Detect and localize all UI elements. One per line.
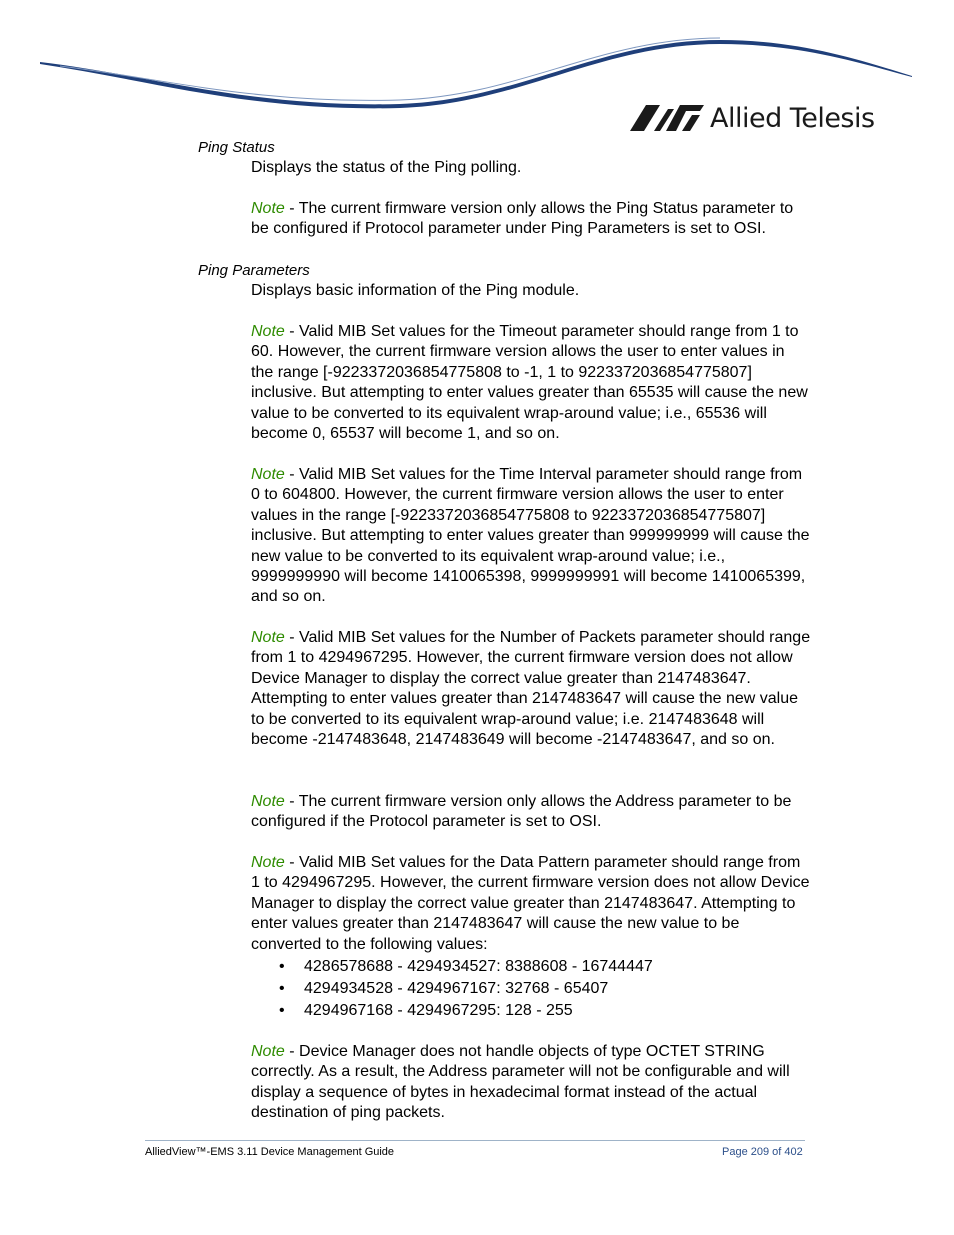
list-item-text: 4286578688 - 4294934527: 8388608 - 16744447 <box>304 958 653 975</box>
bullet-icon: • <box>279 1002 285 1019</box>
note-text: - Valid MIB Set values for the Number of Packets parameter should range from 1 to 4294967295. However, the current firmware version does not allow Device Manager to display the correct value greater than 2147483647. Attempting to enter values greater than 2147483647 will cause the new value to be converted to its equivalent wrap-around value; i.e. 2147483648 will become -2147483648, 2147483649 will become -2147483647, and so on. <box>251 629 811 749</box>
ping-status-note <box>251 199 811 240</box>
note-label: Note <box>251 323 285 340</box>
brand-logo <box>630 100 875 136</box>
note-text: - Valid MIB Set values for the Time Interval parameter should range from 0 to 604800. However, the current firmware version allows the user to enter values in the range [-9223372036854775808 to 9223372036854775807] inclusive. But attempting to enter values greater than 999999999 will cause the new value to be converted to its equivalent wrap-around value; i.e., 9999999990 will become 1410065398, 9999999991 will become 1410065399, and so on. <box>251 466 810 606</box>
list-item <box>251 978 811 1000</box>
bullet-icon: • <box>279 958 285 975</box>
note-octet-string <box>251 1042 811 1124</box>
list-item <box>251 956 811 978</box>
note-text: - The current firmware version only allows the Address parameter to be configured if the Protocol parameter is set to OSI. <box>251 793 792 831</box>
allied-telesis-mark-icon <box>630 105 704 131</box>
list-item <box>251 1000 811 1022</box>
footer-divider <box>145 1140 805 1141</box>
ping-status-description: Displays the status of the Ping polling. <box>251 159 522 176</box>
brand-name: Allied Telesis <box>710 102 875 134</box>
list-item-text: 4294967168 - 4294967295: 128 - 255 <box>304 1002 573 1019</box>
note-number-of-packets <box>251 628 811 750</box>
note-label: Note <box>251 854 285 871</box>
note-data-pattern <box>251 853 811 955</box>
note-timeout <box>251 322 811 444</box>
note-text: - Valid MIB Set values for the Data Pattern parameter should range from 1 to 4294967295. However, the current firmware version does not allow Device Manager to display the correct value greater than 2147483647. Attempting to enter values greater than 2147483647 will cause the new value to be converted to the following values: <box>251 854 810 953</box>
footer-page-number: Page 209 of 402 <box>722 1146 803 1158</box>
data-pattern-value-list <box>251 956 811 1022</box>
list-item-text: 4294934528 - 4294967167: 32768 - 65407 <box>304 980 609 997</box>
section-heading-ping-status: Ping Status <box>198 139 275 156</box>
note-label: Note <box>251 1043 285 1060</box>
bullet-icon: • <box>279 980 285 997</box>
note-text: - Valid MIB Set values for the Timeout parameter should range from 1 to 60. However, the current firmware version allows the user to enter values in the range [-9223372036854775808 to -1, 1 to 9223372036854775807] inclusive. But attempting to enter values greater than 65535 will cause the new value to be converted to its equivalent wrap-around value; i.e., 65536 will become 0, 65537 will become 1, and so on. <box>251 323 808 443</box>
note-label: Note <box>251 793 285 810</box>
note-text: - The current firmware version only allows the Ping Status parameter to be configured if Protocol parameter under Ping Parameters is set to OSI. <box>251 200 794 238</box>
section-heading-ping-parameters: Ping Parameters <box>198 262 310 279</box>
note-text: - Device Manager does not handle objects of type OCTET STRING correctly. As a result, the Address parameter will not be configurable and will display a sequence of bytes in hexadecimal format instead of the actual destination of ping packets. <box>251 1043 790 1122</box>
ping-parameters-description: Displays basic information of the Ping module. <box>251 282 580 299</box>
footer-document-title: AlliedView™-EMS 3.11 Device Management Guide <box>145 1146 395 1158</box>
note-label: Note <box>251 200 285 217</box>
note-label: Note <box>251 629 285 646</box>
note-time-interval <box>251 465 811 608</box>
note-address <box>251 792 811 833</box>
note-label: Note <box>251 466 285 483</box>
